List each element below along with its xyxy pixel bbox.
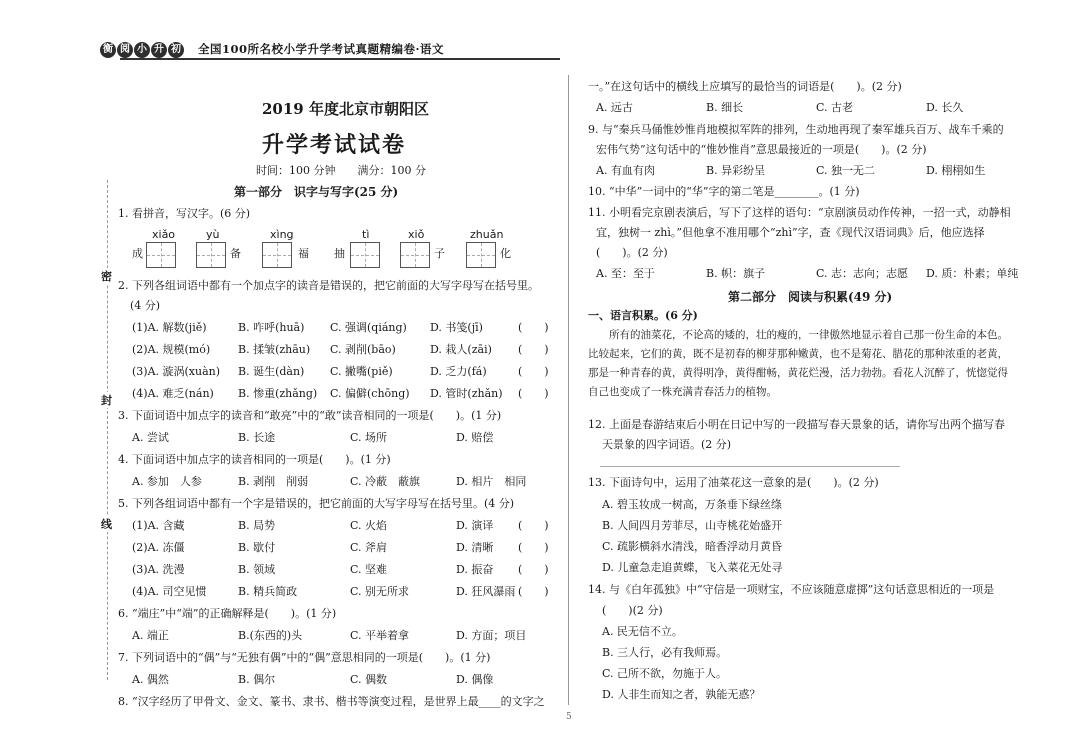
q1-char: 福	[298, 247, 309, 260]
q1-pinyin: tì	[362, 228, 370, 241]
binding-xian: 线	[101, 518, 112, 531]
q2-option: B. 咋呼(huā)	[238, 321, 305, 334]
q11-option: A. 至：至于	[596, 267, 655, 280]
header-logo	[100, 37, 185, 58]
logo-char: 升	[151, 42, 167, 58]
q5-option: C. 坚难	[350, 563, 388, 576]
logo-char: 小	[134, 42, 150, 58]
q5-answer-paren[interactable]: ( )	[518, 563, 549, 576]
binding-mi: 密	[101, 270, 112, 283]
q14-line2: ( )(2 分)	[602, 604, 663, 617]
q2-option: D. 栽人(zāi)	[430, 343, 492, 356]
q5-option: D. 振奋	[456, 563, 494, 576]
q3-option: A. 尝试	[132, 431, 169, 444]
q13-option: B. 人间四月芳菲尽，山寺桃花始盛开	[602, 519, 783, 532]
q9-option: B. 异彩纷呈	[706, 164, 766, 177]
q14-option: C. 己所不欲，勿施于人。	[602, 667, 728, 680]
q8-option: D. 长久	[926, 101, 964, 114]
q4-option: A. 参加 人参	[132, 475, 202, 488]
q2-option: B. 惨重(zhǎng)	[238, 387, 318, 400]
q5-option: (3)A. 洗漫	[132, 563, 185, 576]
q12-answer-line[interactable]	[600, 466, 900, 467]
q1-pinyin: xìng	[270, 228, 294, 241]
q1-pinyin: xiǎo	[152, 228, 176, 241]
q1-char: 抽	[334, 247, 345, 260]
q2-option: D. 书笺(jī)	[430, 321, 483, 334]
part1-title: 第一部分 识字与写字(25 分)	[234, 185, 399, 199]
q1-answer-box[interactable]	[350, 242, 380, 268]
q9-option: C. 独一无二	[816, 164, 876, 177]
reading-passage: 所有的油菜花，不论高的矮的，壮的瘦的，一律傲然地显示着自己那一份生命的本色。比较起来，它们的黄，既不是初春的柳芽那种嫩黄，也不是菊花、腊花的那种浓重的老黄，那是一种青春的黄，黄得明净，黄得酣畅，黄花烂漫，活力勃勃。看花人沉醉了，恍惚觉得自己也变成了一株充满青春活力的植物。	[588, 329, 1008, 398]
q14-option: A. 民无信不立。	[602, 625, 683, 638]
q11-line1: 11. 小明看完京剧表演后，写下了这样的语句：“京剧演员动作传神，一招一式，动静相	[588, 206, 1011, 219]
q11-option: C. 志：志向；志愿	[816, 267, 909, 280]
q5-option: D. 清晰	[456, 541, 494, 554]
q4-option: D. 相片 相同	[456, 475, 527, 488]
q5-option: B. 局势	[238, 519, 276, 532]
q6-option: D. 方面；项目	[456, 629, 527, 642]
exam-time-info: 时间：100 分钟 满分：100 分	[256, 164, 426, 177]
q2-option: (3)A. 漩涡(xuàn)	[132, 365, 221, 378]
q7-option: D. 偶像	[456, 673, 494, 686]
q8-option: A. 远古	[596, 101, 633, 114]
q12-line1: 12. 上面是春游结束后小明在日记中写的一段描写春天景象的话，请你写出两个描写春	[588, 418, 1005, 431]
q2-option: B. 诞生(dàn)	[238, 365, 305, 378]
language-accumulation-heading: 一、语言积累。(6 分)	[588, 309, 698, 322]
q6-text: 6. “端庄”中“端”的正确解释是( )。(1 分)	[118, 607, 337, 620]
binding-feng: 封	[101, 394, 112, 407]
exam-main-title: 升学考试试卷	[262, 132, 407, 158]
q4-option: C. 冷蔽 蔽旗	[350, 475, 421, 488]
q14-option: D. 人非生而知之者，孰能无惑？	[602, 688, 761, 701]
q2-answer-paren[interactable]: ( )	[518, 365, 549, 378]
q3-option: B. 长途	[238, 431, 276, 444]
q6-option: A. 端正	[132, 629, 169, 642]
q1-pinyin: zhuǎn	[470, 228, 504, 241]
logo-char: 初	[168, 42, 184, 58]
q2-option: D. 管时(zhǎn)	[430, 387, 503, 400]
q3-option: C. 场所	[350, 431, 388, 444]
q2-answer-paren[interactable]: ( )	[518, 321, 549, 334]
q2-option: D. 乏力(fá)	[430, 365, 487, 378]
q2-option: B. 揉皱(zhāu)	[238, 343, 311, 356]
q11-line3: ( )。(2 分)	[596, 246, 668, 259]
q13-option: A. 碧玉妆成一树高，万条垂下绿丝绦	[602, 498, 782, 511]
q11-option: D. 质：朴素；单纯	[926, 267, 1019, 280]
q1-pinyin: xiǒ	[408, 228, 425, 241]
exam-year-title: 2019 年度北京市朝阳区	[262, 100, 429, 118]
q13-option: C. 疏影横斜水清浅，暗香浮动月黄昏	[602, 540, 783, 553]
q13-text: 13. 下面诗句中，运用了油菜花这一意象的是( )。(2 分)	[588, 476, 879, 489]
q2-option: C. 撇嘴(piě)	[330, 365, 393, 378]
q2-option: (1)A. 解数(jiě)	[132, 321, 207, 334]
q5-answer-paren[interactable]: ( )	[518, 585, 549, 598]
header-title: 全国100所名校小学升学考试真题精编卷·语文	[198, 42, 445, 56]
q5-option: B. 领域	[238, 563, 276, 576]
logo-char: 阅	[117, 42, 133, 58]
q2-option: C. 剥削(bāo)	[330, 343, 396, 356]
q5-answer-paren[interactable]: ( )	[518, 519, 549, 532]
q1-char: 备	[230, 247, 241, 260]
column-divider	[568, 75, 569, 705]
q7-text: 7. 下列词语中的“偶”与“无独有偶”中的“偶”意思相同的一项是( )。(1 分)	[118, 651, 491, 664]
q2-option: C. 强调(qiáng)	[330, 321, 407, 334]
q2-answer-paren[interactable]: ( )	[518, 343, 549, 356]
q1-answer-box[interactable]	[146, 242, 176, 268]
q1-char: 成	[132, 247, 143, 260]
q9-option: A. 有血有肉	[596, 164, 655, 177]
q5-option: D. 演译	[456, 519, 494, 532]
q5-option: (2)A. 冻僵	[132, 541, 185, 554]
q3-text: 3. 下面词语中加点字的读音和“敢亮”中的“敢”读音相同的一项是( )。(1 分)	[118, 409, 502, 422]
q8-continuation: 一。”在这句话中的横线上应填写的最恰当的词语是( )。(2 分)	[588, 80, 902, 93]
q5-option: (1)A. 含藏	[132, 519, 185, 532]
q8-option: C. 古老	[816, 101, 854, 114]
q1-answer-box[interactable]	[400, 242, 430, 268]
q5-option: B. 歇付	[238, 541, 276, 554]
q1-answer-box[interactable]	[262, 242, 292, 268]
q9-line2: 宏伟气势”这句话中的“惟妙惟肖”意思最接近的一项是( )。(2 分)	[596, 143, 927, 156]
q4-text: 4. 下面词语中加点字的读音相同的一项是( )。(1 分)	[118, 453, 391, 466]
binding-line	[107, 180, 108, 680]
q4-option: B. 剥削 削弱	[238, 475, 309, 488]
q7-option: A. 偶然	[132, 673, 169, 686]
q1-pinyin: yù	[206, 228, 220, 241]
q2-line1: 2. 下列各组词语中都有一个加点字的读音是错误的，把它前面的大写字母写在括号里。	[118, 279, 539, 292]
q5-text: 5. 下列各组词语中都有一个字是错误的，把它前面的大写字母写在括号里。(4 分)	[118, 497, 515, 510]
q1-char: 子	[434, 247, 445, 260]
logo-char: 衡	[100, 42, 116, 58]
q9-option: D. 栩栩如生	[926, 164, 986, 177]
q7-option: C. 偶数	[350, 673, 388, 686]
q2-answer-paren[interactable]: ( )	[518, 387, 549, 400]
q5-option: (4)A. 司空见惯	[132, 585, 207, 598]
q1-answer-box[interactable]	[196, 242, 226, 268]
q5-option: C. 斧肩	[350, 541, 388, 554]
q2-option: (4)A. 难乏(nán)	[132, 387, 214, 400]
q9-line1: 9. 与“秦兵马俑惟妙惟肖地模拟军阵的排列，生动地再现了秦军雄兵百万、战车千乘的	[588, 123, 1004, 136]
q10-text: 10. “中华”一词中的“华”字的第二笔是________。(1 分)	[588, 185, 860, 198]
q14-option: B. 三人行，必有我师焉。	[602, 646, 728, 659]
q5-option: C. 火焰	[350, 519, 388, 532]
q6-option: C. 平举着拿	[350, 629, 410, 642]
q11-option: B. 帜：旗子	[706, 267, 766, 280]
q6-option: B.(东西的)头	[238, 629, 303, 642]
q8-text: 8. “汉字经历了甲骨文、金文、篆书、隶书、楷书等演变过程，是世界上最____的文字之	[118, 695, 545, 708]
q1-text: 1. 看拼音，写汉字。(6 分)	[118, 207, 251, 220]
q5-option: D. 狂风瀑雨	[456, 585, 516, 598]
header-rule	[120, 58, 560, 60]
q7-option: B. 偶尔	[238, 673, 276, 686]
q5-answer-paren[interactable]: ( )	[518, 541, 549, 554]
q12-line2: 天景象的四字词语。(2 分)	[602, 438, 732, 451]
q5-option: C. 别无所求	[350, 585, 410, 598]
q2-option: C. 偏僻(chōng)	[330, 387, 410, 400]
q2-option: (2)A. 规模(mó)	[132, 343, 211, 356]
q3-option: D. 赔偿	[456, 431, 494, 444]
q1-answer-box[interactable]	[466, 242, 496, 268]
q1-char: 化	[500, 247, 511, 260]
q8-option: B. 细长	[706, 101, 744, 114]
q14-line1: 14. 与《白年孤独》中“守信是一项财宝，不应该随意虚掷”这句话意思相近的一项是	[588, 583, 995, 596]
q5-option: B. 精兵简政	[238, 585, 298, 598]
q2-line2: (4 分)	[130, 299, 161, 312]
page-number: 5	[566, 712, 572, 722]
q11-line2: 宜，独树一 zhì。”但他拿不准用哪个“zhì”字，查《现代汉语词典》后，他应选择	[596, 226, 985, 239]
part2-title: 第二部分 阅读与积累(49 分)	[728, 290, 893, 304]
q13-option: D. 儿童急走追黄蝶，飞入菜花无处寻	[602, 561, 783, 574]
